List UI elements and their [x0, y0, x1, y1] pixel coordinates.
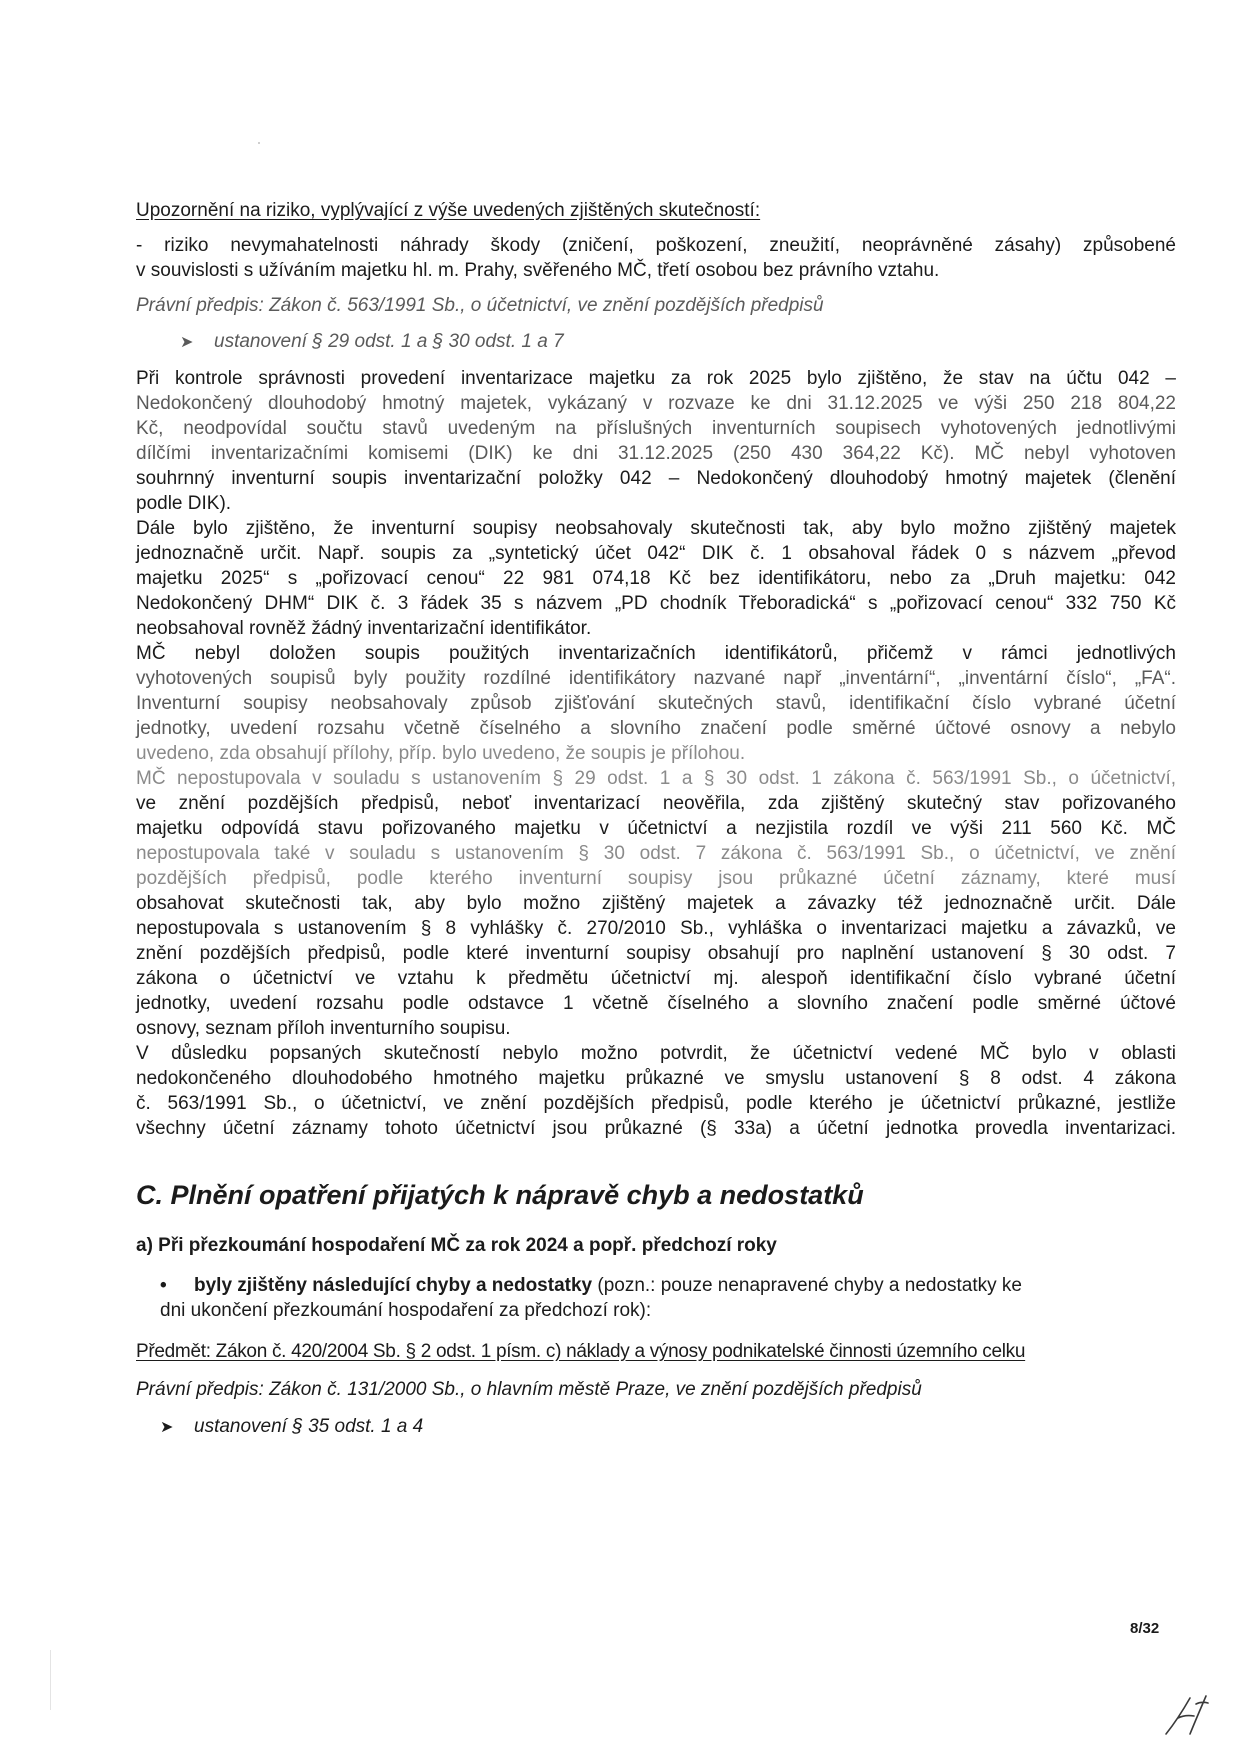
paragraph-line: majetku 2025“ s „pořizovací cenou“ 22 981 074,18 Kč bez identifikátoru, nebo za „Druh majetku: 042: [136, 568, 1176, 589]
bullet-continuation: dni ukončení přezkoumání hospodaření za předchozí rok):: [160, 1300, 652, 1321]
paragraph-line: pozdějších předpisů, podle kterého inventurní soupisy jsou průkazné účetní záznamy, které musí: [136, 868, 1176, 889]
paragraph-line: vyhotovených soupisů byly použity rozdílné identifikátory nazvané např „inventární“, „inventární číslo“, „FA“.: [136, 668, 1176, 689]
paragraph-line: znění pozdějších předpisů, podle které inventurní soupisy obsahují pro naplnění ustanovení § 30 odst. 7: [136, 943, 1176, 964]
paragraph-line: MČ nebyl doložen soupis použitých inventarizačních identifikátorů, přičemž v rámci jednotlivých: [136, 643, 1176, 664]
paragraph-line: Kč, neodpovídal součtu stavů uvedeným na příslušných inventurních soupisech vyhotovených jednotlivými: [136, 418, 1176, 439]
paragraph-line: zákona o účetnictví ve vztahu k předmětu účetnictví mj. alespoň identifikační číslo vybrané účetní: [136, 968, 1176, 989]
legal-basis-1: Právní předpis: Zákon č. 563/1991 Sb., o účetnictví, ve znění pozdějších předpisů: [136, 295, 824, 316]
risk-line-1: - riziko nevymahatelnosti náhrady škody (zničení, poškození, zneužití, neoprávněné zásahy) způsobené: [136, 235, 1176, 256]
paragraph-line: Inventurní soupisy neobsahovaly způsob zjišťování skutečných stavů, identifikační číslo vybrané účetní: [136, 693, 1176, 714]
arrow-bullet-icon: ➤: [160, 1419, 174, 1436]
provision-1: [136, 329, 1176, 355]
warning-heading: Upozornění na riziko, vyplývající z výše uvedených zjištěných skutečností:: [136, 200, 761, 221]
paragraph-line: ve znění pozdějších předpisů, neboť inventarizací neověřila, zda zjištěný skutečný stav pořizovaného: [136, 793, 1176, 814]
paragraph-line: jednotky, uvedení rozsahu podle odstavce 1 včetně číselného a slovního značení podle směrné účtové: [136, 993, 1176, 1014]
paragraph-line: majetku odpovídá stavu pořizovaného majetku v účetnictví a nezjistila rozdíl ve výši 211 560 Kč. MČ: [136, 818, 1176, 839]
risk-line-2: v souvislosti s užíváním majetku hl. m. Prahy, svěřeného MČ, třetí osobou bez právního vztahu.: [136, 260, 940, 281]
provision-2-text: ustanovení § 35 odst. 1 a 4: [194, 1416, 424, 1437]
paragraph-line: nedokončeného dlouhodobého hmotného majetku průkazné ve smyslu ustanovení § 8 odst. 4 zákona: [136, 1068, 1176, 1089]
paragraph-line: č. 563/1991 Sb., o účetnictví, ve znění pozdějších předpisů, podle kterého je účetnictví průkazné, jestliže: [136, 1093, 1176, 1114]
paragraph-line: MČ nepostupovala v souladu s ustanovením § 29 odst. 1 a § 30 odst. 1 zákona č. 563/1991 Sb., o účetnictví,: [136, 768, 1176, 789]
paragraph-line: souhrnný inventurní soupis inventarizační položky 042 – Nedokončený dlouhodobý hmotný majetek (členění: [136, 468, 1176, 489]
scan-margin-line: [50, 1650, 51, 1710]
paragraph-line: osnovy, seznam příloh inventurního soupisu.: [136, 1018, 511, 1039]
paragraph-line: neobsahoval rovněž žádný inventarizační identifikátor.: [136, 618, 592, 639]
bullet-dot-icon: •: [160, 1275, 167, 1296]
paragraph-line: jednotky, uvedení rozsahu včetně číselného a slovního značení podle směrné účtové osnovy a nebylo: [136, 718, 1176, 739]
paragraph-line: nepostupovala také v souladu s ustanovením § 30 odst. 7 zákona č. 563/1991 Sb., o účetnictví, ve znění: [136, 843, 1176, 864]
paragraph-line: Nedokončený dlouhodobý hmotný majetek, vykázaný v rozvaze ke dni 31.12.2025 ve výši 250 218 804,22: [136, 393, 1176, 414]
provision-1-text: ustanovení § 29 odst. 1 a § 30 odst. 1 a 7: [214, 331, 564, 352]
paragraph-line: obsahovat skutečnosti tak, aby bylo možno zjištěný majetek a závazky též jednoznačně určit. Dále: [136, 893, 1176, 914]
legal-basis-2: Právní předpis: Zákon č. 131/2000 Sb., o hlavním městě Praze, ve znění pozdějších předpisů: [136, 1379, 922, 1400]
bullet-rest-text: (pozn.: pouze nenapravené chyby a nedostatky ke: [592, 1275, 1022, 1296]
subsection-a-title: a) Při přezkoumání hospodaření MČ za rok 2024 a popř. předchozí roky: [136, 1235, 777, 1256]
subject-line: Předmět: Zákon č. 420/2004 Sb. § 2 odst. 1 písm. c) náklady a výnosy podnikatelské činnosti územního celku: [136, 1341, 1026, 1362]
paragraph-line: jednoznačně určit. Např. soupis za „syntetický účet 042“ DIK č. 1 obsahoval řádek 0 s názvem „převod: [136, 543, 1176, 564]
findings-paragraph: [136, 366, 1176, 1141]
signature-initials-icon: [1160, 1690, 1210, 1740]
arrow-bullet-icon: ➤: [180, 334, 194, 351]
paragraph-line: dílčími inventarizačními komisemi (DIK) ke dni 31.12.2025 (250 430 364,22 Kč). MČ nebyl vyhotoven: [136, 443, 1176, 464]
paragraph-line: podle DIK).: [136, 493, 232, 514]
bullet-item: [136, 1273, 1176, 1298]
scan-speck: [258, 142, 260, 144]
bullet-bold-text: byly zjištěny následující chyby a nedostatky: [194, 1275, 593, 1296]
paragraph-line: Při kontrole správnosti provedení inventarizace majetku za rok 2025 bylo zjištěno, že stav na účtu 042 –: [136, 368, 1176, 389]
page-content: [136, 198, 1176, 1440]
paragraph-line: Nedokončený DHM“ DIK č. 3 řádek 35 s názvem „PD chodník Třeboradická“ s „pořizovací cenou“ 332 750 Kč: [136, 593, 1176, 614]
paragraph-line: nepostupovala s ustanovením § 8 vyhlášky č. 270/2010 Sb., vyhláška o inventarizaci majetku a závazků, ve: [136, 918, 1176, 939]
paragraph-line: všechny účetní záznamy tohoto účetnictví jsou průkazné (§ 33a) a účetní jednotka provedla inventarizaci.: [136, 1118, 1176, 1139]
section-c-title: C. Plnění opatření přijatých k nápravě chyb a nedostatků: [136, 1180, 864, 1210]
paragraph-line: V důsledku popsaných skutečností nebylo možno potvrdit, že účetnictví vedené MČ bylo v oblasti: [136, 1043, 1176, 1064]
paragraph-line: Dále bylo zjištěno, že inventurní soupisy neobsahovaly skutečnosti tak, aby bylo možno zjištěný majetek: [136, 518, 1176, 539]
provision-2: [136, 1414, 1176, 1440]
paragraph-line: uvedeno, zda obsahují přílohy, příp. bylo uvedeno, že soupis je přílohou.: [136, 743, 746, 764]
page-number: 8/32: [1130, 1620, 1160, 1637]
